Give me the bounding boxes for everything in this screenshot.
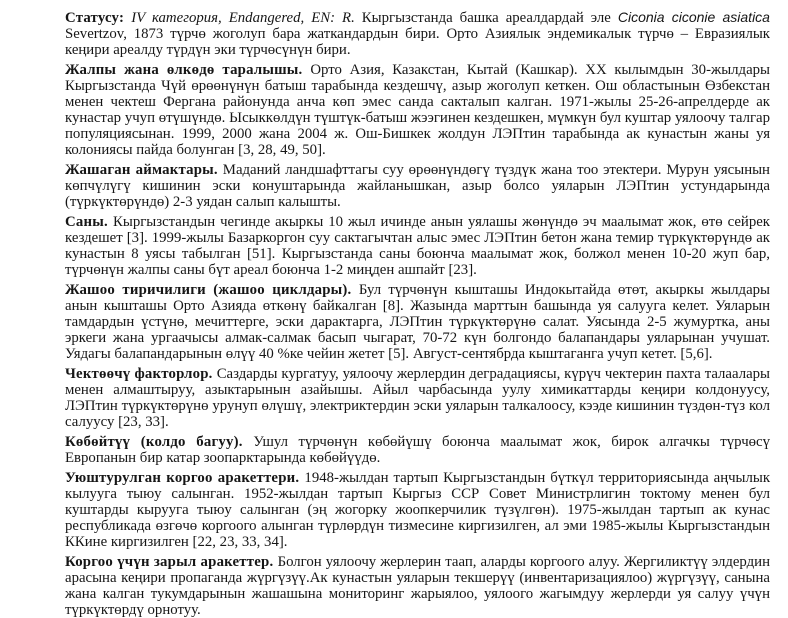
paragraph-list [65,9,770,618]
paragraph-text: Кыргызстанда башка ареалдардай эле [361,10,618,26]
paragraph-text: Орто Азия, Казакстан, Кытай (Кашкар). XX кылымдын 30-жылдары Кыргызстанда Чүй өрөөнүнүн батыш тарабында кездешчү, азыр жоголуп кеткен. Ош областынын Өзбекстан менен чектеш Фергана районунда анча көп эмес санда сакталып калган. 1971-жылы 25-26-апрелдерде ак кунастар учуп өтүшүндө. Ысыккөлдүн түштүк-батыш жээгинен кездешкен, мүмкүн бул куштар уялоочу талгар популяциясынан. 1999, 2000 жана 2004 ж. Ош-Бишкек жолдун ЛЭПтин тарабында ак кунастын жаны уя колониясы пайда болунган [3, 28, 49, 50]. [65,62,770,158]
paragraph-heading: Жашоо тиричилиги (жашоо циклдары). [65,282,359,298]
paragraph-text: Кыргызстандын чегинде акыркы 10 жыл ичинде анын уялашы жөнүндө эч маалымат жок, өтө сейрек кездешет [3]. 1999-жылы Базаркоргон суу сактагычтан алыс эмес ЛЭПтин бетон жана темир түркүктөрүндө ак кунастын 8 уясы табылган [51]. Кыргызстанда саны боюнча маалымат жок, болжол менен 10-20 жуп бар, түрчөнүн жалпы саны бүт ареал боюнча 1-2 миңден ашпайт [23]. [65,214,770,278]
paragraph-population [65,214,770,278]
paragraph-text: Болгон уялоочу жерлерин таап, аларды коргоого алуу. Жергиликтүү элдердин арасына кеңири пропаганда жүргүзүү.Ак кунастын уяларын текшерүү (инвентаризациялоо) жүргүзүү, санына жана калган тукумдарынын жашашына мониторинг жарыялоо, уялоого жагымдуу жерлерди уя салуу үчүн түркүктөрдү орнотуу. [65,554,770,618]
paragraph-text: Маданий ландшафттагы суу өрөөнүндөгү түздүк жана тоо этектери. Мурун уясынын көпчүлүгү кишинин эски конуштарында жайланышкан, азыр болсо уяларын ЛЭПтин устундарында (түркүктөрүндө) 2-3 уядан салып калышты. [65,162,770,210]
paragraph-text: Бул түрчөнүн кышташы Индокытайда өтөт, акыркы жылдары анын кышташы Орто Азияда өткөнү байкалган [8]. Жазында марттын башында уя салууга келет. Уяларын тамдардын үстүнө, мечиттерге, эски дарактарга, ЛЭПтин түркүктөрүнө салат. Уясында 2-5 жумуртка, аны эркеги жана ургаачысы алмак-салмак басып чыгарат, 70-72 күн болгондо балапандары уяларынан учушат. Уядагы балапандарынын өлүү 40 %ке чейин жетет [5]. Август-сентябрда кыштаганга учуп кетет. [5,6]. [65,282,770,362]
paragraph-text: IV категория, Endangered, EN: R. [131,10,362,26]
paragraph-needed-protection [65,554,770,618]
paragraph-heading: Уюштурулган коргоо аракеттери. [65,470,305,486]
paragraph-limiting-factors [65,366,770,430]
paragraph-life-cycle [65,282,770,362]
paragraph-text: Саздарды кургатуу, уялоочу жерлердин деградациясы, күрүч чектерин пахта талаалары менен алмаштыруу, азыктарынын азайышы. Айыл чарбасында уулу химикаттарды кеңири колдонуусу, ЛЭПтин түркүктөрүнө урунуп өлүшү, электриктердин эски уяларын талкалоосу, кээде кишинин түздөн-түз кол салуусу [23, 33]. [65,366,770,430]
paragraph-heading: Чектөөчү факторлор. [65,366,217,382]
paragraph-status [65,9,770,58]
paragraph-text: Ушул түрчөнүн көбөйүшү боюнча маалымат жок, бирок алгачкы түрчөсү Европанын бир катар зоопарктарында көбөйүүдө. [65,434,770,466]
paragraph-text: Severtzov, 1873 түрчө жоголуп бара жаткандардын бири. Орто Азиялык эндемикалык түрчө – Евразиялык кеңири ареалду түрдүн эки түрчөсүнүн бири. [65,26,770,58]
paragraph-heading: Саны. [65,214,114,230]
paragraph-general-distribution [65,62,770,158]
paragraph-heading: Статусу: [65,10,132,26]
paragraph-heading: Жашаган аймактары. [65,162,223,178]
paragraph-organized-protection [65,470,770,550]
paragraph-text: 1948-жылдан тартып Кыргызстандын бүткүл территориясында аңчылык кылууга тыюу салынган. 1952-жылдан тартып Кыргыз ССР Совет Министрлигин токтому менен бул куштарды кырууга тыюу салынган (эң жогорку жоопкерчилик түзүлгөн). 1975-жылдан тартып ак кунас республикада өзгөчө коргоого алынган түрлөрдүн тизмесине киргизилген, ал эми 1985-жылы Кыргызстандын ККине киргизилген [22, 23, 33, 34]. [65,470,771,550]
paragraph-heading: Жалпы жана өлкөдө таралышы. [65,62,311,78]
paragraph-heading: Коргоо үчүн зарыл аракеттер. [65,554,278,570]
paragraph-heading: Көбөйтүү (колдо багуу). [65,434,254,450]
paragraph-text: Ciconia ciconie asiatica [617,9,770,25]
paragraph-habitat [65,162,770,210]
paragraph-breeding [65,434,770,466]
